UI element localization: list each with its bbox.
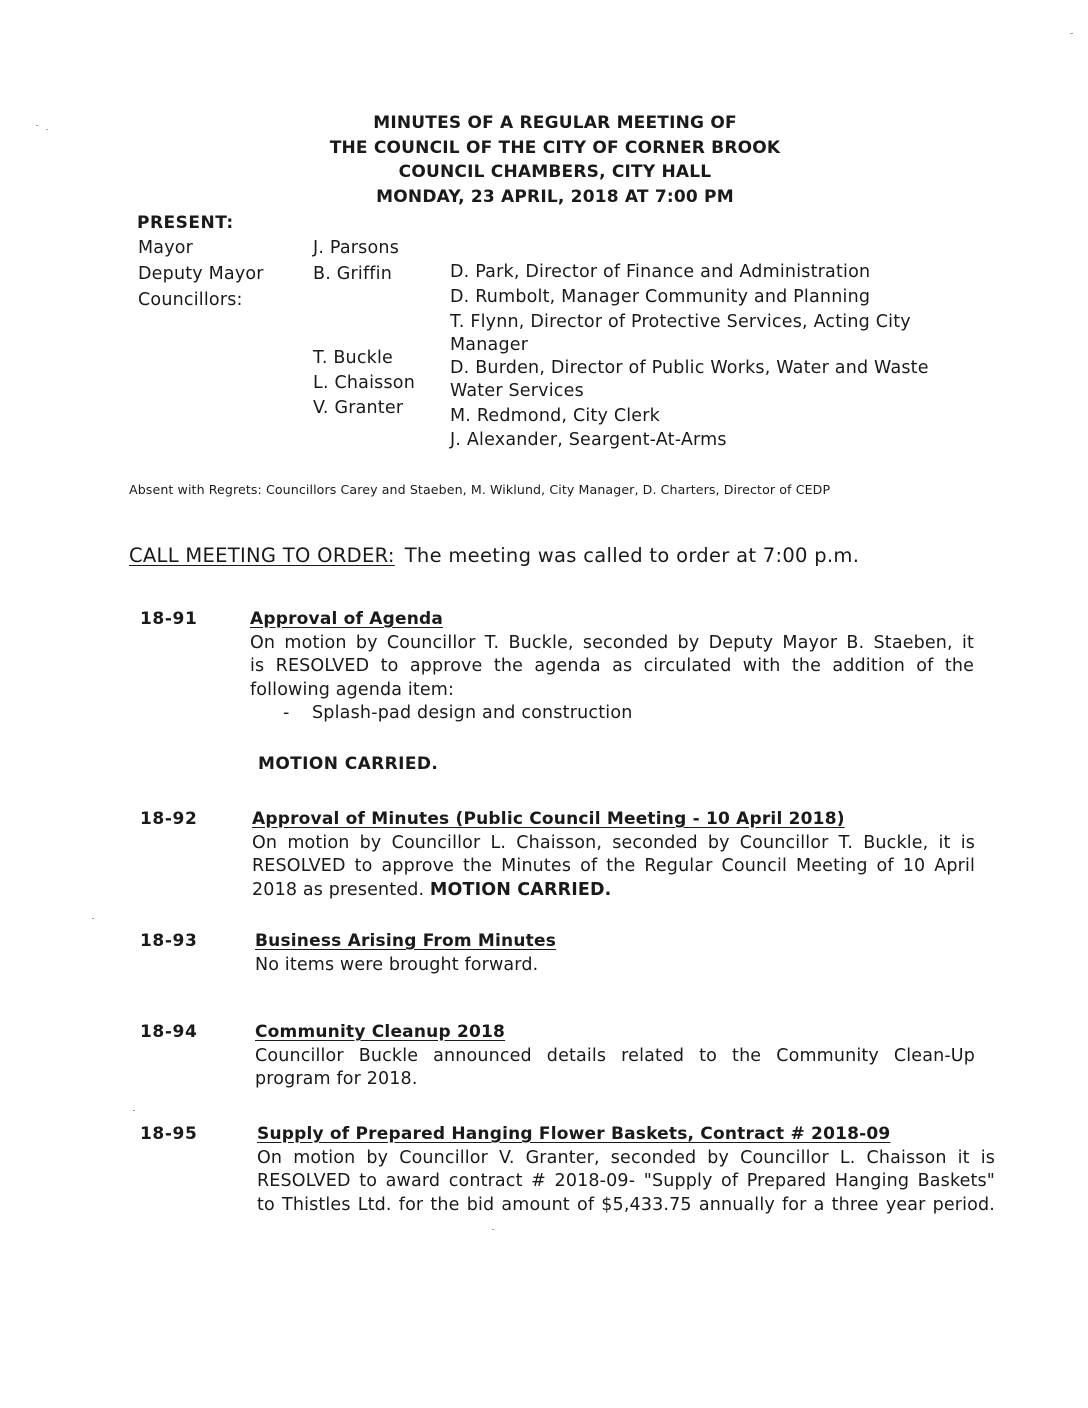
- title-line: COUNCIL CHAMBERS, CITY HALL: [398, 162, 712, 182]
- attendee-name: L. Chaisson: [313, 373, 416, 393]
- body-line: program for 2018.: [255, 1069, 418, 1090]
- item-body: [257, 1147, 995, 1217]
- item-number: 18-91: [140, 609, 198, 629]
- item-number: 18-95: [140, 1124, 198, 1144]
- body-line: following agenda item:: [250, 679, 455, 700]
- body-line: to Thistles Ltd. for the bid amount of $5,433.75 annually for a three year period.: [257, 1194, 995, 1215]
- body-line: is RESOLVED to approve the agenda as circulated with the addition of the: [250, 656, 974, 677]
- staff-line: D. Park, Director of Finance and Administration: [450, 262, 871, 282]
- call-to-order: [129, 544, 859, 567]
- staff-line: J. Alexander, Seargent-At-Arms: [450, 430, 727, 450]
- document-title: [0, 111, 1088, 209]
- call-to-order-label: CALL MEETING TO ORDER:: [129, 544, 395, 567]
- absent-with-regrets: Absent with Regrets: Councillors Carey and Staeben, M. Wiklund, City Manager, D. Charters, Director of CEDP: [129, 482, 831, 497]
- item-number: 18-94: [140, 1022, 198, 1042]
- title-line: MINUTES OF A REGULAR MEETING OF: [373, 113, 737, 133]
- attendee-name: J. Parsons: [313, 238, 400, 258]
- body-line: RESOLVED to award contract # 2018-09- "Supply of Prepared Hanging Baskets": [257, 1171, 995, 1192]
- scan-speck: [492, 1229, 494, 1230]
- call-to-order-text: The meeting was called to order at 7:00 p.m.: [404, 544, 860, 567]
- item-heading: Approval of Agenda: [250, 609, 444, 629]
- item-body: [255, 1045, 975, 1092]
- body-line: No items were brought forward.: [255, 955, 539, 975]
- attendee-name: T. Buckle: [313, 348, 394, 368]
- bullet-text: Splash-pad design and construction: [312, 703, 633, 723]
- staff-line: Water Services: [450, 381, 584, 401]
- motion-carried: MOTION CARRIED.: [429, 879, 612, 900]
- item-number: 18-93: [140, 931, 198, 951]
- title-line: MONDAY, 23 APRIL, 2018 AT 7:00 PM: [376, 186, 734, 207]
- scan-speck: [133, 1110, 135, 1111]
- item-body: [255, 954, 975, 977]
- body-line: Councillor Buckle announced details related to the Community Clean-Up: [255, 1046, 975, 1066]
- item-heading: Community Cleanup 2018: [255, 1022, 506, 1042]
- bullet-dash: -: [283, 703, 290, 723]
- title-line: THE COUNCIL OF THE CITY OF CORNER BROOK: [329, 137, 781, 158]
- motion-carried: MOTION CARRIED.: [258, 754, 439, 774]
- item-heading: Business Arising From Minutes: [255, 931, 557, 951]
- body-line: On motion by Councillor L. Chaisson, seconded by Councillor T. Buckle, it is: [252, 833, 975, 853]
- body-line: RESOLVED to approve the Minutes of the Regular Council Meeting of 10 April: [252, 856, 975, 877]
- attendee-name: V. Granter: [313, 398, 404, 418]
- role-mayor: Mayor: [138, 238, 194, 258]
- item-heading: Approval of Minutes (Public Council Meeting - 10 April 2018): [252, 809, 845, 829]
- staff-line: M. Redmond, City Clerk: [450, 406, 660, 426]
- attendee-name: B. Griffin: [313, 264, 393, 284]
- body-line: [252, 879, 975, 902]
- scan-speck: [1070, 33, 1073, 34]
- staff-line: Manager: [450, 335, 529, 355]
- staff-line: D. Rumbolt, Manager Community and Planning: [450, 287, 871, 307]
- item-number: 18-92: [140, 809, 198, 829]
- scan-speck: [92, 918, 94, 919]
- staff-line: T. Flynn, Director of Protective Services, Acting City: [450, 312, 911, 332]
- agenda-addition-bullet: [283, 703, 633, 723]
- item-body: [252, 832, 975, 902]
- body-line-text: 2018 as presented.: [252, 879, 425, 900]
- item-heading: Supply of Prepared Hanging Flower Baskets, Contract # 2018-09: [257, 1124, 891, 1144]
- role-deputy-mayor: Deputy Mayor: [138, 264, 264, 284]
- present-label: PRESENT:: [137, 213, 234, 233]
- body-line: On motion by Councillor T. Buckle, seconded by Deputy Mayor B. Staeben, it: [250, 633, 974, 653]
- body-line: On motion by Councillor V. Granter, seconded by Councillor L. Chaisson it is: [257, 1148, 995, 1168]
- staff-line: D. Burden, Director of Public Works, Water and Waste: [450, 358, 929, 378]
- role-councillors: Councillors:: [138, 290, 243, 310]
- item-body: [250, 632, 974, 702]
